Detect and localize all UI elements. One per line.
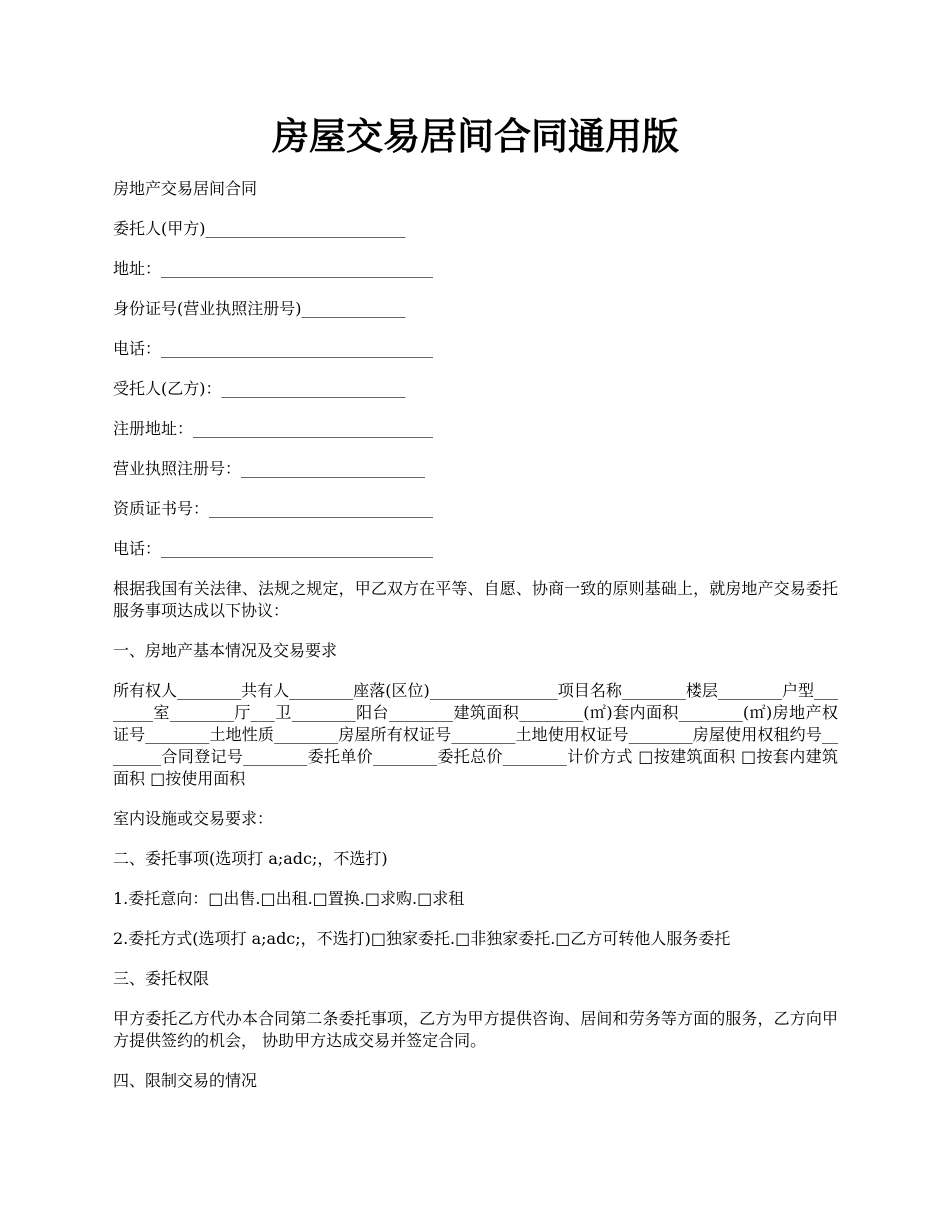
section-1-heading: 一、房地产基本情况及交易要求 [113,641,338,660]
field-principal-address: 地址：__________________________________ [113,259,434,278]
commission-intent: 1.委托意向：□出售.□出租.□置换.□求购.□求租 [113,889,465,908]
field-business-license: 营业执照注册号：_______________________ [113,459,426,478]
field-registered-address: 注册地址：______________________________ [113,419,434,438]
section-4-heading: 四、限制交易的情况 [113,1071,258,1090]
section-1-body: 所有权人________共有人________座落(区位)________________项目名称________楼层________户型________室________厅___卫________阳台________建筑面积________(㎡)套内面积________(㎡)房地产权证号________土地性质________房屋所有权证号________土地使用权证号________房屋使用权租约号________合同登记号________委托单价________委托总价________计价方式 □按建筑面积 □按套内建筑面积 □按使用面积 [113,681,838,788]
field-principal: 委托人(甲方)_________________________ [113,219,406,238]
section-3-body: 甲方委托乙方代办本合同第二条委托事项，乙方为甲方提供咨询、居间和劳务等方面的服务，乙方向甲方提供签约的机会， 协助甲方达成交易并签定合同。 [113,1009,838,1050]
field-principal-phone: 电话：__________________________________ [113,339,434,358]
intro-paragraph: 根据我国有关法律、法规之规定，甲乙双方在平等、自愿、协商一致的原则基础上，就房地产交易委托服务事项达成以下协议： [113,579,838,620]
field-agent: 受托人(乙方)：_______________________ [113,379,406,398]
contract-subtitle: 房地产交易居间合同 [113,179,258,198]
section-3-heading: 三、委托权限 [113,969,210,988]
section-2-heading: 二、委托事项(选项打 a;adc;，不选打) [113,849,388,868]
document-title: 房屋交易居间合同通用版 [272,114,679,158]
field-id-number: 身份证号(营业执照注册号)_____________ [113,299,406,318]
field-qualification-cert: 资质证书号：____________________________ [113,499,434,518]
commission-method: 2.委托方式(选项打 a;adc;，不选打)□独家委托.□非独家委托.□乙方可转他人服务委托 [113,929,731,948]
field-agent-phone: 电话：__________________________________ [113,539,434,558]
indoor-requirements: 室内设施或交易要求： [113,809,274,828]
